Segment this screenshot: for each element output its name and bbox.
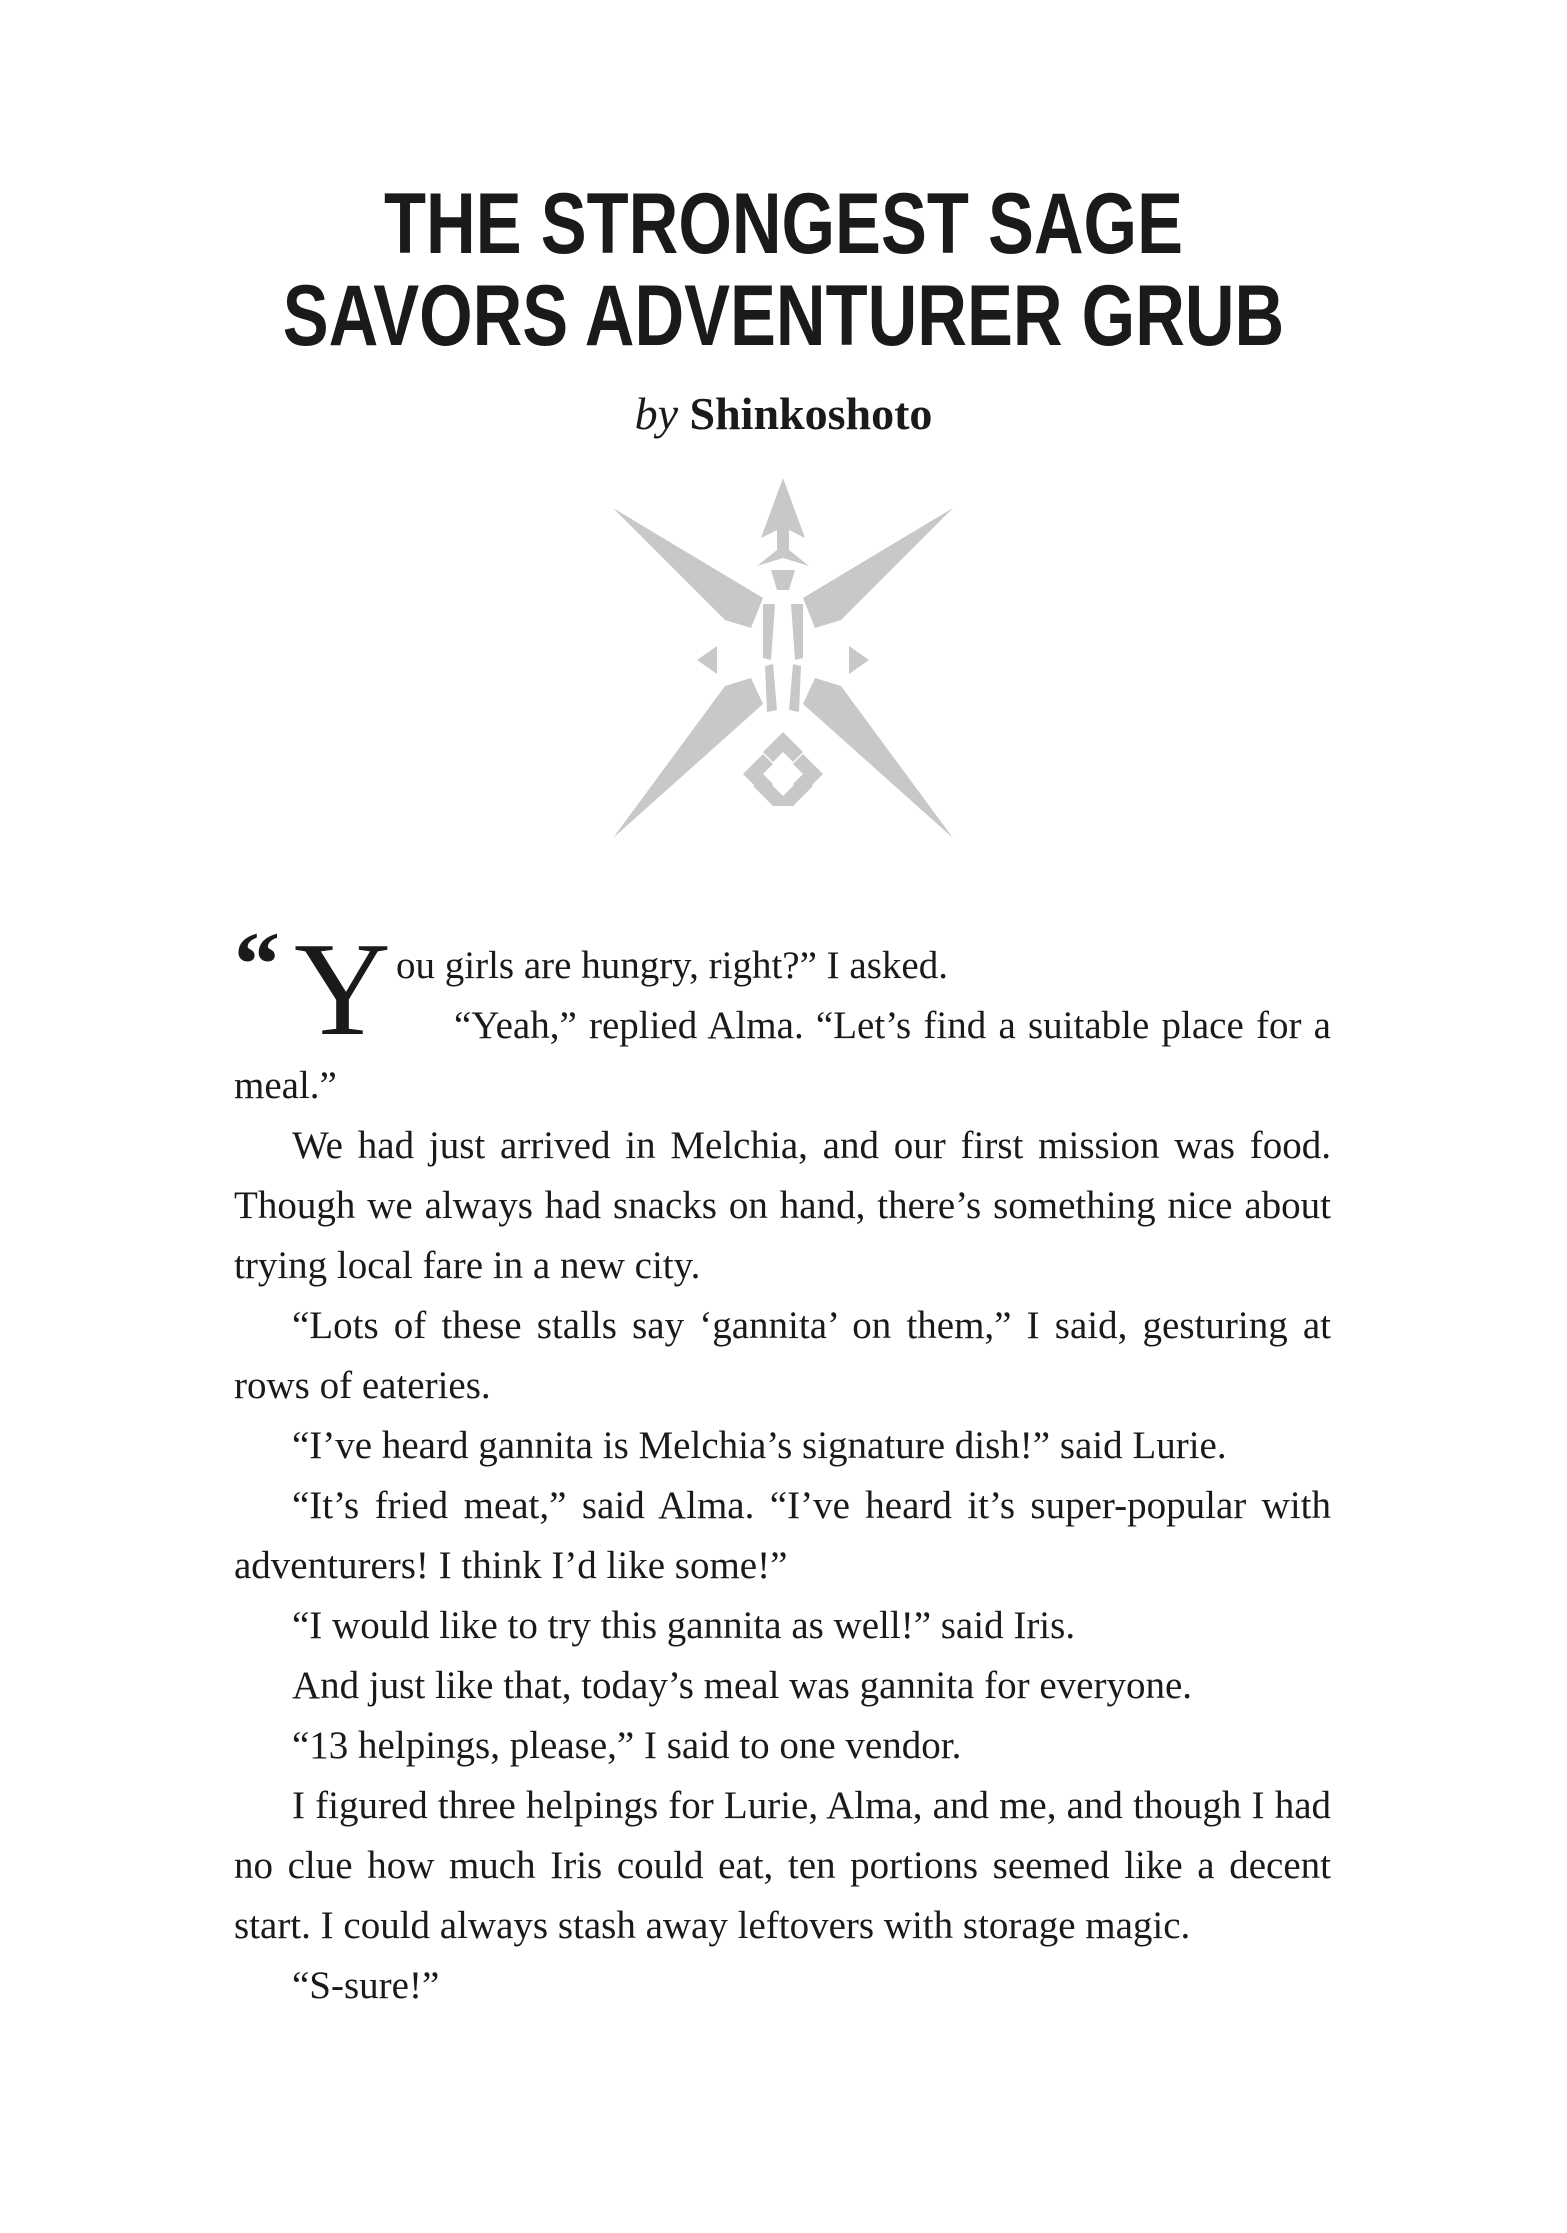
star-emblem-icon [613, 478, 953, 838]
paragraph: “I would like to try this gannita as well!” said Iris. [292, 1604, 1076, 1647]
opening-quote-mark: “ [234, 913, 280, 1015]
drop-cap-block [234, 913, 392, 1063]
title-line-1: THE STRONGEST SAGE [384, 176, 1183, 272]
paragraph: I figured three helpings for Lurie, Alma, and me, and though I had no clue how much Iris could eat, ten portions seemed like a decent start. I could always stash away leftovers with storage magic. [234, 1784, 1331, 1947]
paragraph: “Yeah,” replied Alma. “Let’s find a suitable place for a meal.” [234, 1004, 1331, 1107]
story-text [234, 913, 1331, 2016]
author-name: Shinkoshoto [689, 388, 933, 439]
paragraph: “It’s fried meat,” said Alma. “I’ve heard it’s super-popular with adventurers! I think I’d like some!” [234, 1484, 1331, 1587]
paragraph: “S-sure!” [292, 1964, 440, 2007]
paragraph: And just like that, today’s meal was gannita for everyone. [292, 1664, 1193, 1707]
paragraph: “Lots of these stalls say ‘gannita’ on them,” I said, gesturing at rows of eateries. [234, 1304, 1331, 1407]
paragraph: “13 helpings, please,” I said to one vendor. [292, 1724, 962, 1767]
byline-prefix: by [634, 388, 678, 439]
paragraph: We had just arrived in Melchia, and our first mission was food. Though we always had snacks on hand, there’s something nice about trying local fare in a new city. [234, 1124, 1331, 1287]
title-line-2: SAVORS ADVENTURER GRUB [282, 268, 1285, 364]
paragraph: “I’ve heard gannita is Melchia’s signature dish!” said Lurie. [292, 1424, 1227, 1467]
drop-cap: Y [294, 915, 391, 1063]
byline [0, 388, 1567, 440]
first-line-text: ou girls are hungry, right?” I asked. [396, 944, 948, 987]
